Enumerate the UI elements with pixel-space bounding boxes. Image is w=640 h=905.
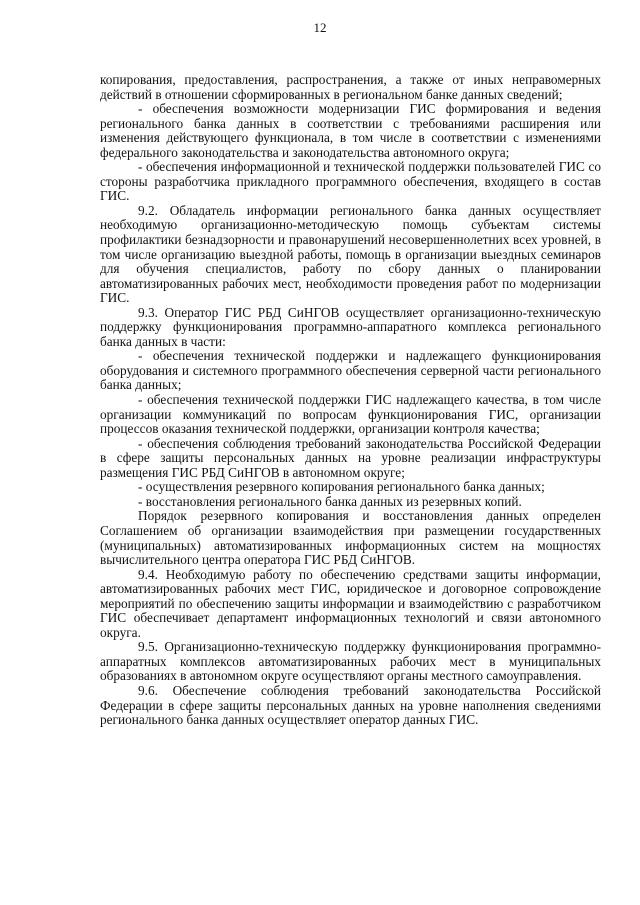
paragraph-backup-procedure: Порядок резервного копирования и восстановления данных определен Соглашением об организации взаимодействия при размещении государственных (муниципальных) автоматизированных информационных систем на мощностях вычислительного центра оператора ГИС РБД СиНГОВ. bbox=[100, 508, 601, 568]
list-item-backup: - осуществления резервного копирования регионального банка данных; bbox=[138, 479, 545, 495]
list-item-server-support: - обеспечения технической поддержки и надлежащего функционирования оборудования и системного программного обеспечения серверной части регионального банка данных; bbox=[100, 348, 601, 393]
list-item-restore: - восстановления регионального банка данных из резервных копий. bbox=[138, 493, 522, 509]
list-item-support: - обеспечения информационной и технической поддержки пользователей ГИС со стороны разработчика прикладного программного обеспечения, входящего в состав ГИС. bbox=[100, 159, 601, 204]
paragraph-9-6: 9.6. Обеспечение соблюдения требований законодательства Российской Федерации в сфере защиты персональных данных на уровне наполнения сведениями регионального банка данных осуществляет оператор данных ГИС. bbox=[100, 682, 601, 728]
list-item-legal-compliance: - обеспечения соблюдения требований законодательства Российской Федерации в сфере защиты персональных данных на уровне реализации инфраструктуры размещения ГИС РБД СиНГОВ в автономном округе; bbox=[100, 435, 601, 480]
list-item-modernization: - обеспечения возможности модернизации ГИС формирования и ведения регионального банка данных в соответствии с требованиями расширения или изменения действующего функционала, в том числе в соответствии с изменениями федерального законодательства и законодательства автономного округа; bbox=[100, 101, 601, 160]
page-number: 12 bbox=[313, 20, 327, 35]
list-item-quality-support: - обеспечения технической поддержки ГИС надлежащего качества, в том числе организации коммуникаций по вопросам функционирования ГИС, организации процессов оказания технической поддержки, организации контроля качества; bbox=[100, 392, 601, 437]
paragraph-9-5: 9.5. Организационно-техническую поддержку функционирования программно-аппаратных комплексов автоматизированных рабочих мест в муниципальных образованиях в автономном округе осуществляют органы местного самоуправления. bbox=[100, 639, 601, 684]
document-body bbox=[100, 73, 601, 728]
paragraph-continuation: копирования, предоставления, распространения, а также от иных неправомерных действий в отношении сформированных в региональном банке данных сведений; bbox=[100, 72, 601, 102]
paragraph-9-4: 9.4. Необходимую работу по обеспечению средствами защиты информации, автоматизированных рабочих мест ГИС, юридическое и договорное сопровождение мероприятий по обеспечению защиты информации и взаимодействию с разработчиком ГИС обеспечивает департамент информационных технологий и связи автономного округа. bbox=[100, 566, 601, 640]
paragraph-9-2: 9.2. Обладатель информации регионального банка данных осуществляет необходимую организационно-методическую помощь субъектам системы профилактики безнадзорности и правонарушений несовершеннолетних всех уровней, в том числе организацию выездной работы, помощь в организации выездных семинаров для обучения специалистов, работу по сбору данных о планировании автоматизированных рабочих мест, необходимости проведения работ по модернизации ГИС. bbox=[100, 202, 601, 306]
paragraph-9-3: 9.3. Оператор ГИС РБД СиНГОВ осуществляет организационно-техническую поддержку функционирования программно-аппаратного комплекса регионального банка данных в части: bbox=[100, 304, 601, 349]
